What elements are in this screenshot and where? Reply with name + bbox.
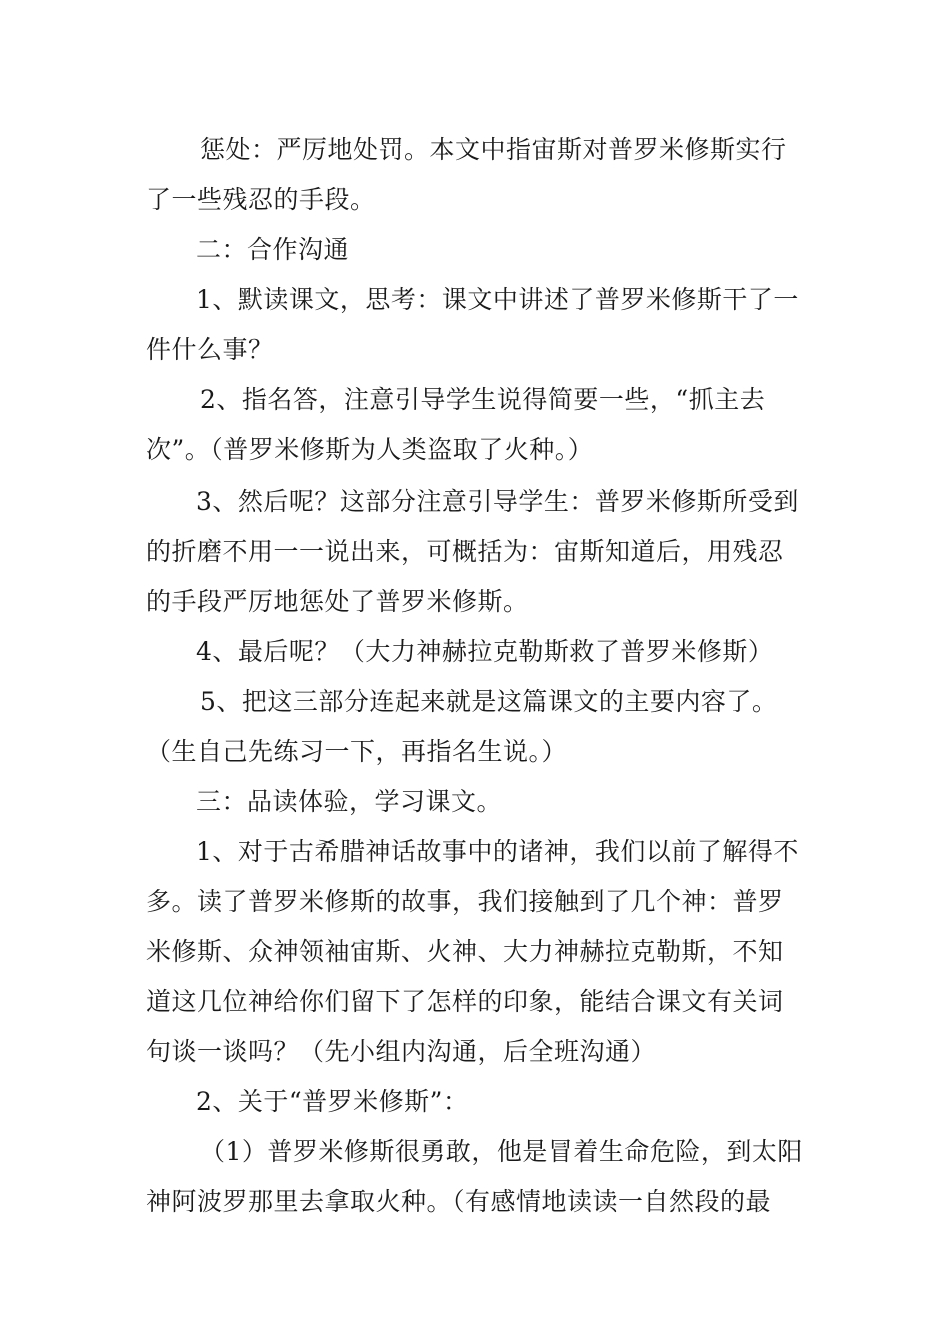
text-line: 道这几位神给你们留下了怎样的印象，能结合课文有关词 xyxy=(146,987,784,1016)
text-line: 1、默读课文，思考：课文中讲述了普罗米修斯干了一 xyxy=(196,285,799,314)
text-line: 次”。（普罗米修斯为人类盗取了火种。） xyxy=(146,435,594,464)
text-line: 惩处：严厉地处罚。本文中指宙斯对普罗米修斯实行 xyxy=(200,135,787,164)
text-line: 句谈一谈吗？（先小组内沟通，后全班沟通） xyxy=(146,1037,657,1066)
text-line: （生自己先练习一下，再指名生说。） xyxy=(146,737,568,766)
text-line: 的手段严厉地惩处了普罗米修斯。 xyxy=(146,587,529,616)
text-line: 米修斯、众神领袖宙斯、火神、大力神赫拉克勒斯，不知 xyxy=(146,937,784,966)
text-line: 5、把这三部分连起来就是这篇课文的主要内容了。 xyxy=(200,687,778,716)
text-line: 的折磨不用一一说出来，可概括为：宙斯知道后，用残忍 xyxy=(146,537,784,566)
text-line: 多。读了普罗米修斯的故事，我们接触到了几个神：普罗 xyxy=(146,887,784,916)
text-line: 1、对于古希腊神话故事中的诸神，我们以前了解得不 xyxy=(196,837,799,866)
text-line: 件什么事？ xyxy=(146,335,274,364)
section-heading: 二：合作沟通 xyxy=(196,235,350,264)
text-line: 2、关于“普罗米修斯”： xyxy=(196,1087,469,1116)
text-line: 神阿波罗那里去拿取火种。（有感情地读读一自然段的最 xyxy=(146,1187,772,1216)
text-line: （1）普罗米修斯很勇敢，他是冒着生命危险，到太阳 xyxy=(200,1137,803,1166)
text-line: 4、最后呢？（大力神赫拉克勒斯救了普罗米修斯） xyxy=(196,637,774,666)
text-line: 2、指名答，注意引导学生说得简要一些，“抓主去 xyxy=(200,385,766,414)
text-line: 3、然后呢？这部分注意引导学生：普罗米修斯所受到 xyxy=(196,487,799,516)
text-line: 了一些残忍的手段。 xyxy=(146,185,376,214)
section-heading: 三：品读体验，学习课文。 xyxy=(196,787,503,816)
